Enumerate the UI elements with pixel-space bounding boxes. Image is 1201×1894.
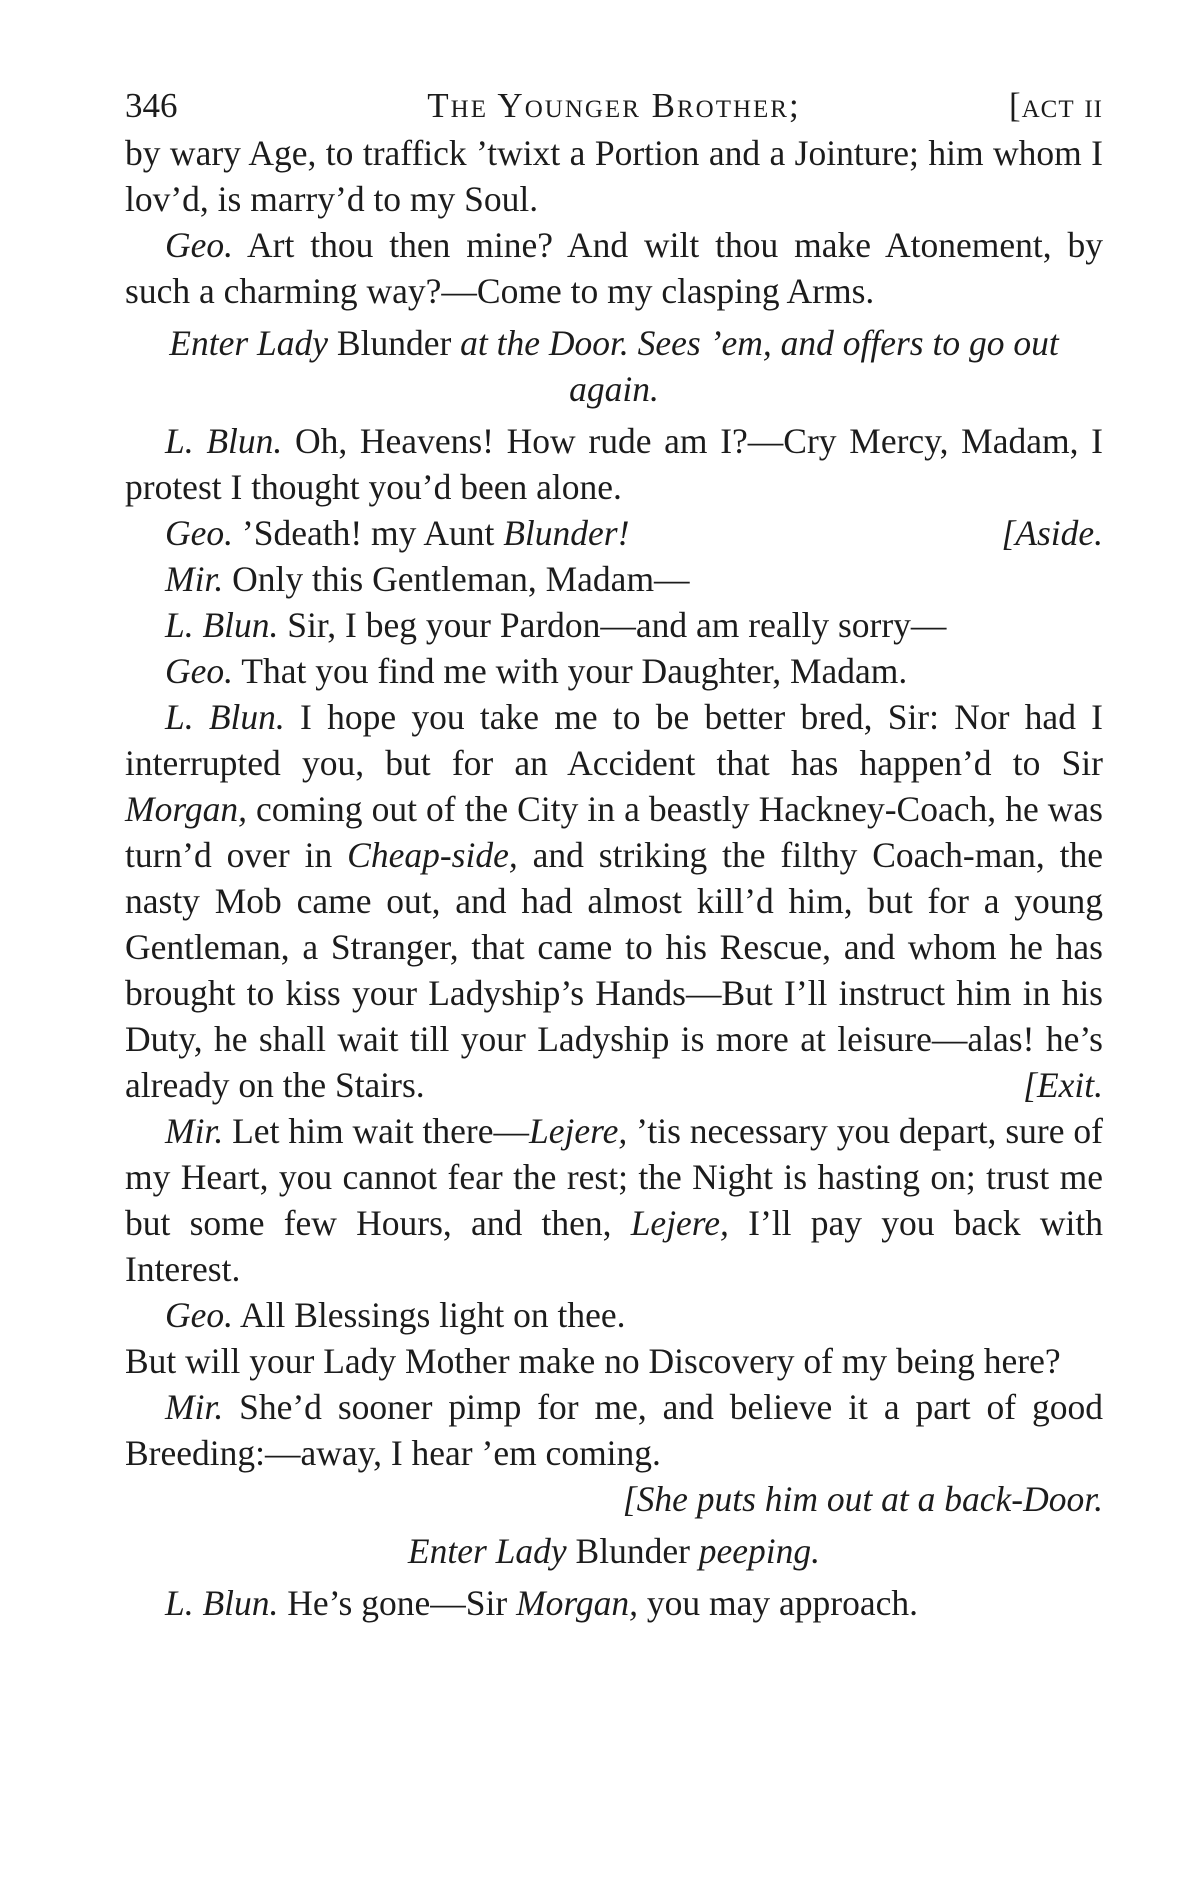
aside-direction: [Aside. [1001,513,1103,553]
speech-line [125,130,1103,222]
speech-line [125,1384,1103,1476]
sd-text: Enter Lady [169,323,329,363]
speech-text: Let him wait there— [232,1111,529,1151]
sd-name: Blunder [336,323,452,363]
speech-text: But will your Lady Mother make no Discovery of my being here? [125,1341,1061,1381]
speech-line [125,1580,1103,1626]
exit-direction: [Exit. [1023,1065,1103,1105]
speech-line [125,648,1103,694]
speech-name: Lejere, [528,1111,628,1151]
speech-text: She’d sooner pimp for me, and believe it a part of good Breeding:—away, I hear ’em coming. [125,1387,1104,1473]
sd-text: peeping. [698,1531,821,1571]
speaker: Geo. [165,513,234,553]
sd-name: Blunder [575,1531,690,1571]
sd-text: at the Door. Sees ’em, and offers to go out again. [460,323,1059,409]
speaker: L. Blun. [165,1583,279,1623]
speech-name: Blunder! [503,513,630,553]
speech-text: All Blessings light on thee. [239,1295,626,1335]
speech-text: ’tis necessary you depart, sure of my Heart, you cannot fear the rest; the Night is hasting on; trust me but some few Hours, and then, [125,1111,1103,1243]
running-header [125,82,1103,130]
speech-line [125,556,1103,602]
speech-text: I hope you take me to be better bred, Sir: Nor had I interrupted you, but for an Accident that has happen’d to Sir [125,697,1104,783]
speech-text: Only this Gentleman, Madam— [232,559,690,599]
speech-line [125,222,1103,314]
speaker: Geo. [165,651,234,691]
speaker: Mir. [165,1111,224,1151]
speech-text: Sir, I beg your Pardon—and am really sorry— [287,605,947,645]
play-text [125,130,1103,1626]
page-number: 346 [125,86,178,125]
stage-direction [125,320,1103,412]
speech-text: That you find me with your Daughter, Madam. [241,651,908,691]
speech-text: and striking the filthy Coach-man, the nasty Mob came out, and had almost kill’d him, but for a young Gentleman, a Stranger, that came to his Rescue, and whom he has brought to kiss your Ladyship’s Hands—But I’ll instruct him in his Duty, he shall wait till your Ladyship is more at leisure—alas! he’s already on the Stairs. [125,835,1104,1105]
speech-text: by wary Age, to traffick ’twixt a Portion and a Jointure; him whom I lov’d, is marry’d to my Soul. [125,133,1103,219]
speaker: L. Blun. [165,697,285,737]
speech-line [125,1108,1103,1292]
speech-text: ’Sdeath! my Aunt [241,513,495,553]
speaker: Mir. [165,1387,224,1427]
speech-name: Morgan, [125,789,247,829]
speaker: Geo. [165,225,234,265]
speaker: Mir. [165,559,224,599]
speech-line [125,1338,1103,1384]
speech-line [125,418,1103,510]
speech-place: Cheap-side, [347,835,518,875]
speech-text: Art thou then mine? And wilt thou make Atonement, by such a charming way?—Come to my clasping Arms. [125,225,1103,311]
speech-line [125,694,1103,1108]
speech-name: Lejere, [630,1203,729,1243]
speech-line [125,510,1103,556]
speaker: L. Blun. [165,605,279,645]
stage-direction [125,1528,1103,1574]
act-label: [act ii [1008,86,1103,125]
speaker: L. Blun. [165,421,283,461]
speaker: Geo. [165,1295,234,1335]
speech-text: you may approach. [646,1583,918,1623]
speech-name: Morgan, [516,1583,639,1623]
speech-text: He’s gone—Sir [287,1583,508,1623]
stage-direction: [She puts him out at a back-Door. [622,1479,1103,1519]
speech-line [125,602,1103,648]
sd-text: Enter Lady [407,1531,567,1571]
book-page [125,82,1103,1626]
running-title: The Younger Brother; [427,86,801,125]
speech-text: coming out of the City in a beastly Hackney-Coach, he was turn’d over in [125,789,1103,875]
speech-line [125,1292,1103,1338]
speech-text: Oh, Heavens! How rude am I?—Cry Mercy, Madam, I protest I thought you’d been alone. [125,421,1104,507]
speech-text: I’ll pay you back with Interest. [125,1203,1103,1289]
